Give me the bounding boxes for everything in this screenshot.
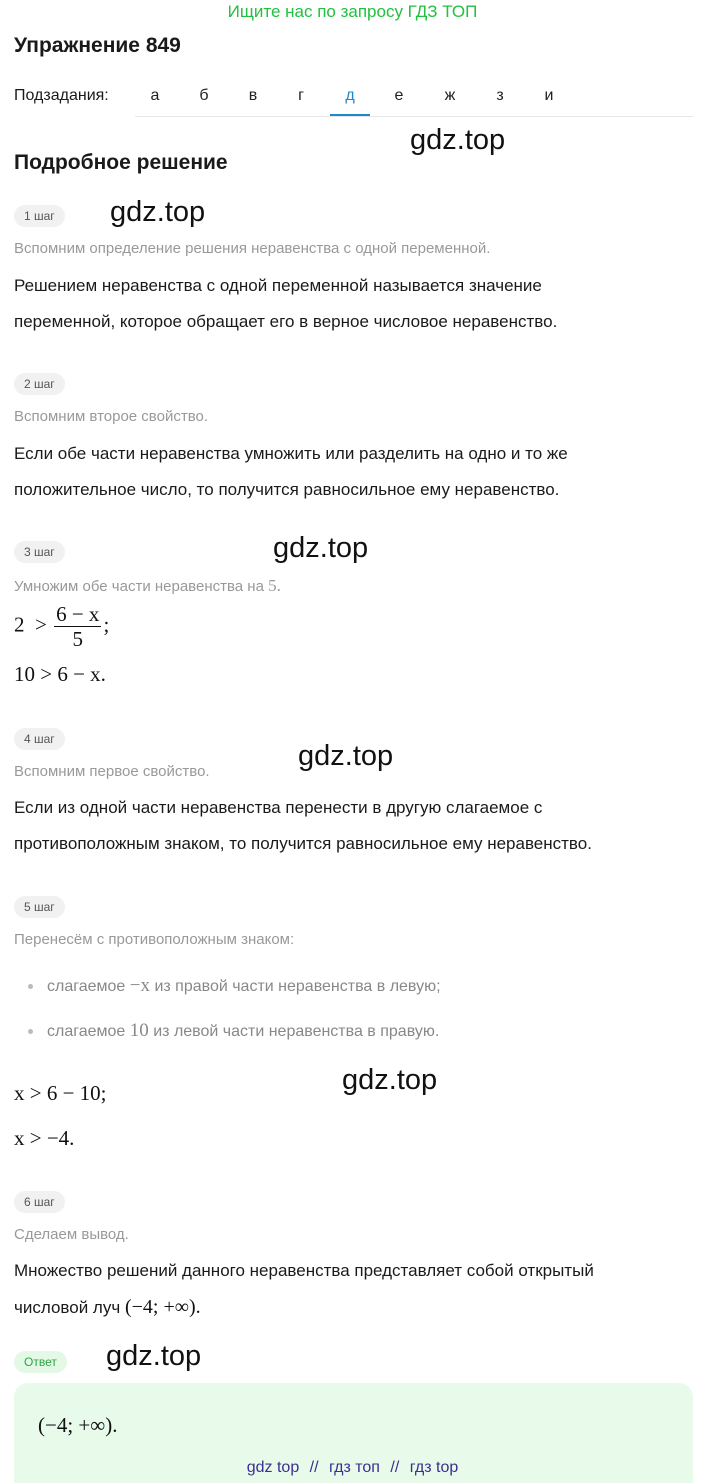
step-text-line: Решением неравенства с одной переменной называется значение	[14, 276, 542, 295]
fraction-denominator: 5	[72, 627, 84, 651]
tab-a[interactable]: а	[150, 87, 160, 104]
answer-value: (−4; +∞).	[38, 1413, 118, 1437]
math-fraction	[54, 602, 101, 651]
footer-links	[0, 1459, 705, 1477]
watermark: gdz.top	[106, 1340, 202, 1372]
section-title: Подробное решение	[14, 151, 228, 174]
tab-i[interactable]: и	[544, 87, 554, 104]
step-badge: 5 шаг	[14, 896, 65, 918]
math-punct: ;	[103, 612, 110, 637]
step-text-line: положительное число, то получится равносильное ему неравенство.	[14, 480, 560, 499]
watermark: gdz.top	[342, 1064, 438, 1096]
footer-link[interactable]: gdz top	[246, 1459, 300, 1476]
subtasks-label: Подзадания:	[14, 87, 109, 104]
watermark: gdz.top	[273, 532, 369, 564]
bullet-dot	[28, 984, 33, 989]
step-badge: 2 шаг	[14, 373, 65, 395]
bullet-dot	[28, 1029, 33, 1034]
step-text-line: противоположным знаком, то получится равносильное ему неравенство.	[14, 834, 592, 853]
tab-v[interactable]: в	[248, 87, 258, 104]
tab-b[interactable]: б	[199, 87, 209, 104]
fraction-numerator: 6 − x	[56, 602, 100, 626]
step-badge: 4 шаг	[14, 728, 65, 750]
step-hint-text: Умножим обе части неравенства на	[14, 578, 264, 595]
footer-link[interactable]: гдз топ	[329, 1459, 380, 1476]
math-expression	[14, 602, 109, 651]
tab-d[interactable]: д	[330, 76, 370, 116]
math-expression: x > 6 − 10;	[14, 1081, 107, 1105]
step-badge: 1 шаг	[14, 205, 65, 227]
step-hint-math: 5.	[268, 576, 281, 595]
step-text-line: переменной, которое обращает его в верное числовое неравенство.	[14, 312, 558, 331]
step-hint: Вспомним второе свойство.	[14, 408, 209, 425]
watermark: gdz.top	[110, 196, 206, 228]
step-hint	[14, 576, 281, 596]
step-badge: 6 шаг	[14, 1191, 65, 1213]
math-expression: 10 > 6 − x.	[14, 662, 106, 686]
inline-math: −x	[129, 975, 150, 996]
watermark: gdz.top	[410, 124, 506, 156]
step-badge: 3 шаг	[14, 541, 65, 563]
list-item: слагаемое −x из правой части неравенства в левую;	[28, 975, 441, 997]
step-text-line	[14, 1289, 694, 1326]
subtasks-tabs	[135, 76, 693, 117]
step-text: числовой луч	[14, 1298, 121, 1317]
watermark: gdz.top	[298, 740, 394, 772]
tab-g[interactable]: г	[298, 87, 304, 104]
step-text-line: Если из одной части неравенства перенести в другую слагаемое с	[14, 798, 543, 817]
step-hint: Вспомним определение решения неравенства с одной переменной.	[14, 240, 491, 257]
footer-separator: //	[309, 1459, 319, 1476]
step-hint: Перенесём с противоположным знаком:	[14, 931, 295, 948]
inline-math: 10	[129, 1020, 149, 1041]
math-expression: x > −4.	[14, 1126, 75, 1150]
promo-banner: Ищите нас по запросу ГДЗ ТОП	[227, 2, 478, 21]
footer-link[interactable]: гдз top	[409, 1459, 459, 1476]
list-item: слагаемое 10 из левой части неравенства в правую.	[28, 1020, 439, 1042]
step-text-line: Множество решений данного неравенства представляет собой открытый	[14, 1261, 594, 1280]
tab-z[interactable]: з	[496, 87, 504, 104]
step-hint: Вспомним первое свойство.	[14, 763, 210, 780]
tab-zh[interactable]: ж	[444, 87, 456, 104]
math-left: 2	[14, 612, 25, 637]
math-operator: >	[35, 612, 47, 637]
step-text-line: Если обе части неравенства умножить или разделить на одно и то же	[14, 444, 568, 463]
step-hint: Сделаем вывод.	[14, 1226, 129, 1243]
tab-e[interactable]: е	[394, 87, 404, 104]
inline-math: (−4; +∞).	[124, 1296, 201, 1318]
page-title: Упражнение 849	[14, 34, 181, 57]
footer-separator: //	[390, 1459, 400, 1476]
answer-badge: Ответ	[14, 1351, 67, 1373]
